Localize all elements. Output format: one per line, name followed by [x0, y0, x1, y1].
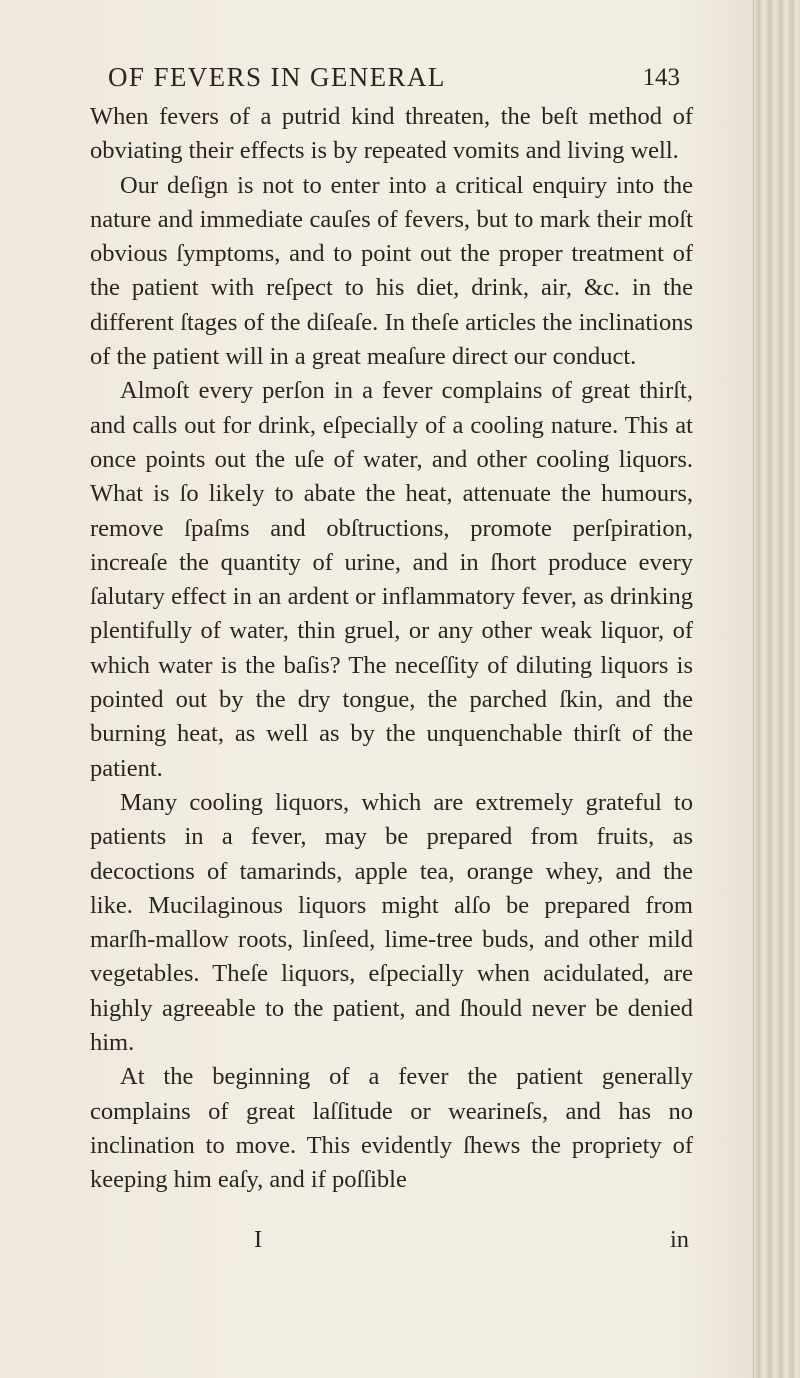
page-binding-edge — [753, 0, 800, 1378]
paragraph: Many cooling liquors, which are extremely grateful to patients in a fever, may be prepared from fruits, as decoctions of tamarinds, apple tea, orange whey, and the like. Mucilaginous liquors might alſo be prepared from marſh-mallow roots, linſeed, lime-tree buds, and other mild vegetables. Theſe liquors, eſpecially when acidulated, are highly agreeable to the patient, and ſhould never be denied him. — [90, 788, 693, 1057]
running-head — [108, 58, 708, 98]
paragraph: Our deſign is not to enter into a critical enquiry into the nature and immediate cauſes of fevers, but to mark their moſt obvious ſymptoms, and to point out the proper treatment of the patient with reſpect to his diet, drink, air, &c. in the different ſtages of the diſeaſe. In theſe articles the inclinations of the patient will in a great meaſure direct our conduct. — [90, 171, 693, 371]
page-footer — [90, 1226, 693, 1260]
page-number: 143 — [642, 64, 680, 91]
running-head-title: OF FEVERS IN GENERAL — [108, 62, 446, 92]
body-text — [90, 100, 693, 1198]
catchword: in — [669, 1226, 689, 1253]
paragraph: At the beginning of a fever the patient generally complains of great laſſitude or wearineſs, and has no inclination to move. This evidently ſhews the propriety of keeping him eaſy, and if poſſible — [90, 1063, 693, 1194]
paragraph: When fevers of a putrid kind threaten, the beſt method of obviating their effects is by repeated vomits and living well. — [90, 103, 693, 165]
paragraph: Almoſt every perſon in a fever complains of great thirſt, and calls out for drink, eſpecially of a cooling nature. This at once points out the uſe of water, and other cooling liquors. What is ſo likely to abate the heat, attenuate the humours, remove ſpaſms and obſtructions, promote perſpiration, increaſe the quantity of urine, and in ſhort produce every ſalutary effect in an ardent or inflammatory fever, as drinking plentifully of water, thin gruel, or any other weak liquor, of which water is the baſis? The neceſſity of diluting liquors is pointed out by the dry tongue, the parched ſkin, and the burning heat, as well as by the unquenchable thirſt of the patient. — [90, 377, 693, 782]
signature-mark: I — [254, 1226, 263, 1253]
